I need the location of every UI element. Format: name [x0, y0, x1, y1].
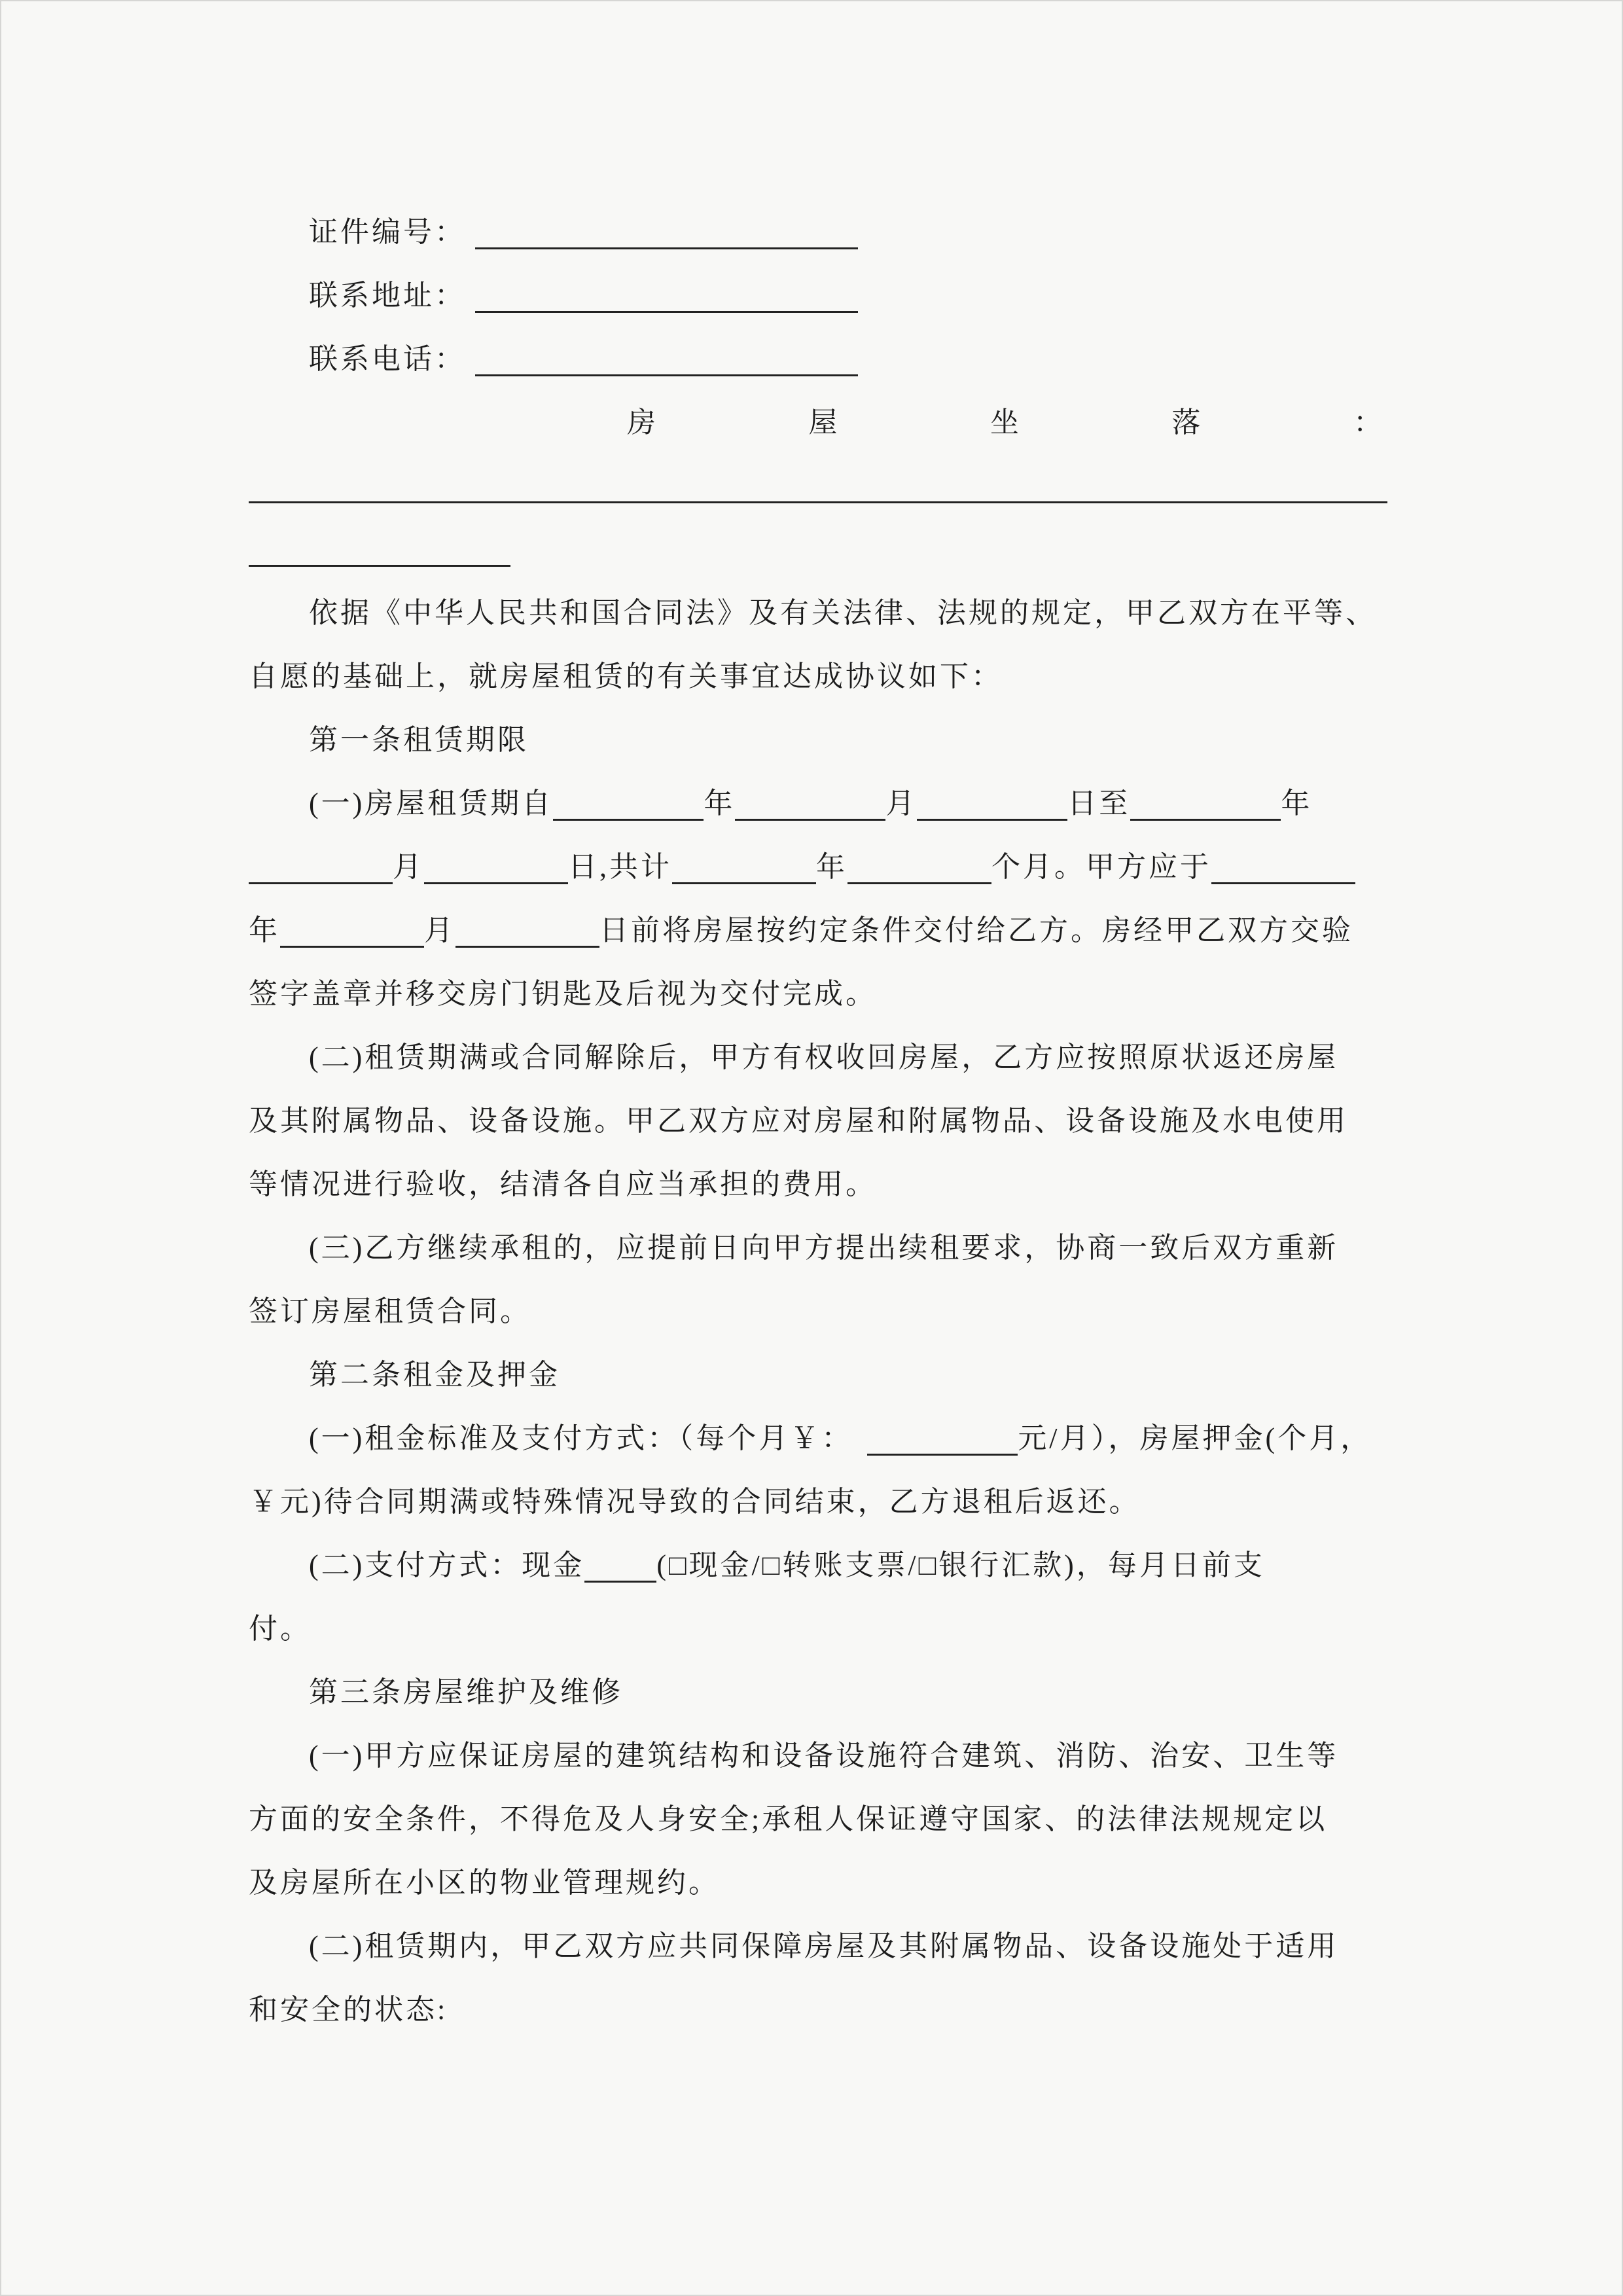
lease-term-text-13: 签字盖章并移交房门钥匙及后视为交付完成。	[249, 978, 877, 1010]
checkbox-bank-remittance-icon: □	[918, 1549, 939, 1581]
article3-heading	[249, 1660, 1386, 1724]
handover-month-blank	[280, 926, 424, 948]
house-location-char-2: 屋	[808, 406, 838, 439]
contact-address-label: 联系地址：	[309, 279, 466, 312]
field-row-certificate-number	[249, 200, 1386, 264]
article1-item2-line2	[249, 1089, 1386, 1153]
rent-standard-text-2: 元/月），房屋押金(个月，	[1018, 1422, 1372, 1454]
article1-item2-line1	[249, 1026, 1386, 1089]
return-clause-text-2: 及其附属物品、设备设施。甲乙双方应对房屋和附属物品、设备设施及水电使用	[249, 1105, 1348, 1137]
house-location-justified-row	[627, 391, 1382, 454]
lease-term-text-2: 年	[704, 787, 736, 819]
maintenance-clause-text-5: 和安全的状态:	[249, 1994, 448, 2026]
article1-item3-line1	[249, 1216, 1386, 1280]
maintenance-clause-text-1: (一)甲方应保证房屋的建筑结构和设备设施符合建筑、消防、治安、卫生等	[309, 1740, 1339, 1772]
article2-item1-line2	[249, 1470, 1386, 1534]
house-location-char-1: 房	[627, 406, 656, 439]
return-clause-text-3: 等情况进行验收，结清各自应当承担的费用。	[249, 1168, 877, 1200]
lease-term-text-9: 个月。甲方应于	[991, 851, 1211, 883]
house-location-char-3: 坐	[990, 406, 1019, 439]
renewal-clause-text-2: 签订房屋租赁合同。	[249, 1295, 531, 1327]
lease-end-month-blank	[249, 863, 393, 884]
lease-term-text-1: (一)房屋租赁期自	[309, 787, 554, 819]
payment-method-text-6: 付。	[249, 1613, 312, 1645]
lease-start-day-blank	[917, 799, 1067, 821]
field-row-contact-phone	[249, 327, 1386, 391]
lease-end-day-blank	[424, 863, 568, 884]
field-row-contact-address	[249, 264, 1386, 327]
checkbox-cash-icon: □	[668, 1549, 689, 1581]
article1-heading	[249, 708, 1386, 772]
article1-item2-line3	[249, 1153, 1386, 1216]
lease-term-text-4: 日至	[1067, 787, 1131, 819]
maintenance-clause-text-4: (二)租赁期内，甲乙双方应共同保障房屋及其附属物品、设备设施处于适用	[309, 1930, 1339, 1962]
article2-item2-line1	[249, 1534, 1386, 1597]
article3-item1-line3	[249, 1851, 1386, 1914]
article1-heading-text: 第一条租赁期限	[309, 724, 529, 756]
article1-item1-line4	[249, 962, 1386, 1026]
house-location-fill-row-2	[249, 518, 1386, 581]
lease-term-text-6: 月	[393, 851, 424, 883]
lease-term-text-8: 年	[816, 851, 847, 883]
article1-item1-line3	[249, 899, 1386, 962]
payment-method-text-1: (二)支付方式：现金	[309, 1549, 585, 1581]
house-location-fill-row-1	[249, 454, 1386, 518]
lease-term-text-10: 年	[249, 914, 280, 946]
lease-term-text-7: 日,共计	[568, 851, 672, 883]
rent-standard-text-1: (一)租金标准及支付方式：（每个月￥：	[309, 1422, 853, 1454]
lease-start-month-blank	[735, 799, 885, 821]
total-years-blank	[672, 863, 816, 884]
checkbox-transfer-cheque-icon: □	[762, 1549, 783, 1581]
lease-term-text-11: 月	[424, 914, 455, 946]
article1-item3-line2	[249, 1280, 1386, 1343]
lease-start-year-blank	[553, 799, 704, 821]
handover-day-blank	[455, 926, 599, 948]
lease-term-text-12: 日前将房屋按约定条件交付给乙方。房经甲乙双方交验	[599, 914, 1353, 946]
house-location-colon: ：	[1353, 406, 1382, 439]
payment-method-text-3: 现金/	[688, 1549, 762, 1581]
cash-amount-blank	[584, 1561, 656, 1583]
rent-standard-text-3: ￥元)待合同期满或特殊情况导致的合同结束，乙方退租后返还。	[249, 1486, 1141, 1518]
lease-end-year-blank	[1130, 799, 1281, 821]
return-clause-text-1: (二)租赁期满或合同解除后，甲方有权收回房屋，乙方应按照原状返还房屋	[309, 1041, 1339, 1073]
article3-heading-text: 第三条房屋维护及维修	[309, 1676, 623, 1708]
intro-line-1	[249, 581, 1386, 645]
lease-term-text-3: 月	[885, 787, 918, 819]
maintenance-clause-text-2: 方面的安全条件，不得危及人身安全;承租人保证遵守国家、的法律法规规定以	[249, 1803, 1328, 1835]
payment-method-text-2: (	[656, 1549, 669, 1581]
article2-heading	[249, 1343, 1386, 1407]
contact-phone-label: 联系电话：	[309, 343, 466, 375]
payment-method-text-4: 转账支票/	[782, 1549, 919, 1581]
payment-method-text-5: 银行汇款)，每月日前支	[938, 1549, 1265, 1581]
handover-year-blank	[1211, 863, 1355, 884]
article3-item2-line2	[249, 1978, 1386, 2041]
maintenance-clause-text-3: 及房屋所在小区的物业管理规约。	[249, 1867, 720, 1899]
contact-phone-blank	[475, 355, 858, 376]
contact-address-blank	[475, 291, 858, 313]
total-months-blank	[847, 863, 991, 884]
lease-term-text-5: 年	[1281, 787, 1313, 819]
renewal-clause-text-1: (三)乙方继续承租的，应提前日向甲方提出续租要求，协商一致后双方重新	[309, 1232, 1339, 1264]
article3-item1-line1	[249, 1724, 1386, 1787]
article2-item1-line1	[249, 1407, 1386, 1470]
article3-item1-line2	[249, 1787, 1386, 1851]
certificate-number-label: 证件编号：	[309, 216, 466, 248]
article2-item2-line2	[249, 1597, 1386, 1660]
article1-item1-line1	[249, 772, 1386, 835]
house-location-blank-2	[249, 545, 510, 567]
certificate-number-blank	[475, 228, 858, 249]
intro-text-2: 自愿的基础上，就房屋租赁的有关事宜达成协议如下：	[249, 660, 1003, 692]
house-location-blank-1	[249, 482, 1387, 503]
house-location-char-4: 落	[1171, 406, 1201, 439]
intro-line-2	[249, 645, 1386, 708]
contract-content	[1, 1, 1622, 2041]
article1-item1-line2	[249, 835, 1386, 899]
article2-heading-text: 第二条租金及押金	[309, 1359, 560, 1391]
monthly-rent-blank	[867, 1434, 1018, 1456]
intro-text-1: 依据《中华人民共和国合同法》及有关法律、法规的规定，甲乙双方在平等、	[309, 597, 1377, 629]
article3-item2-line1	[249, 1914, 1386, 1978]
